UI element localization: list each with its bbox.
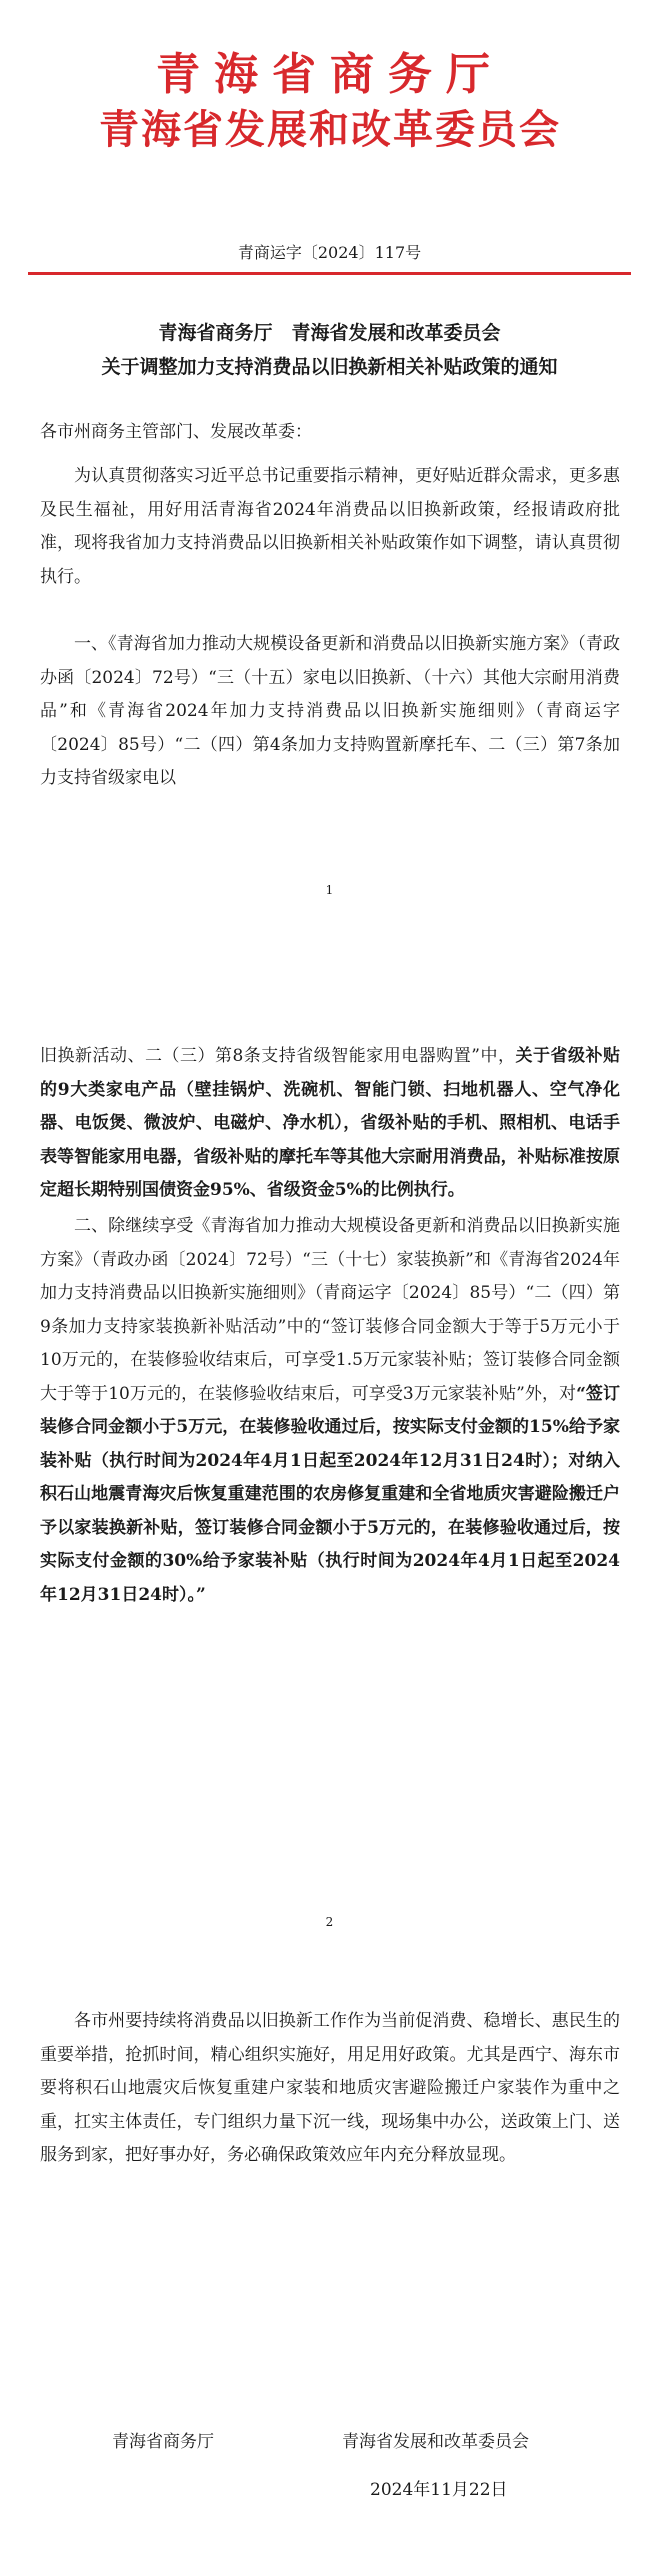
page-number: 2	[325, 1915, 334, 1929]
closing-paragraph: 各市州要持续将消费品以旧换新工作作为当前促消费、稳增长、惠民生的重要举措，抢抓时间，精心组织实施好，用足用好政策。尤其是西宁、海东市要将积石山地震灾后恢复重建户家装和地质灾害避险搬迁户家装作为重中之重，扛实主体责任，专门组织力量下沉一线，现场集中办公，送政策上门、送服务到家，把好事办好，务必确保政策效应年内充分释放显现。	[40, 2011, 620, 2165]
item-1-paragraph-start: 一、《青海省加力推动大规模设备更新和消费品以旧换新实施方案》（青政办函〔2024〕72号）“三（十五）家电以旧换新、（十六）其他大宗耐用消费品”和《青海省2024年加力支持消费品以旧换新实施细则》（青商运字〔2024〕85号）“二（四）第4条加力支持购置新摩托车、二（三）第7条加力支持省级家电以	[40, 634, 620, 788]
issuer-name-commerce: 青海省商务厅	[156, 49, 504, 100]
issue-date: 2024年11月22日	[370, 2480, 508, 2500]
issuer-name-development: 青海省发展和改革委员会	[99, 106, 561, 153]
document-title-subject: 关于调整加力支持消费品以旧换新相关补贴政策的通知	[101, 356, 558, 378]
intro-paragraph: 为认真贯彻落实习近平总书记重要指示精神，更好贴近群众需求，更多惠及民生福祉，用好用活青海省2024年消费品以旧换新政策，经报请政府批准，现将我省加力支持消费品以旧换新相关补贴政策作如下调整，请认真贯彻执行。	[40, 466, 620, 587]
item-2-home-renovation-subsidy-text: “签订装修合同金额小于5万元，在装修验收通过后，按实际支付金额的15%给予家装补贴（执行时间为2024年4月1日起至2024年12月31日24时）；对纳入积石山地震青海灾后恢复重建范围的农房修复重建和全省地质灾害避险搬迁户予以家装换新补贴，签订装修合同金额小于5万元的，在装修验收通过后，按实际支付金额的30%给予家装补贴（执行时间为2024年4月1日起至2024年12月31日24时）。”	[40, 1383, 620, 1605]
document-number: 青商运字〔2024〕117号	[237, 243, 422, 262]
signer-commerce: 青海省商务厅	[112, 2432, 214, 2452]
item-2-plain-text: 二、除继续享受《青海省加力推动大规模设备更新和消费品以旧换新实施方案》（青政办函〔2024〕72号）“三（十七）家装换新”和《青海省2024年加力支持消费品以旧换新实施细则》（青商运字〔2024〕85号）“二（四）第9条加力支持家装换新补贴活动”中的“签订装修合同金额大于等于5万元小于10万元的，在装修验收结束后，可享受1.5万元家装补贴；签订装修合同金额大于等于10万元的，在装修验收结束后，可享受3万元家装补贴”外，对	[40, 1216, 620, 1404]
header-red-rule	[28, 272, 631, 275]
item-2-paragraph	[40, 1210, 620, 1612]
signer-development: 青海省发展和改革委员会	[342, 2432, 529, 2452]
document-title-issuers: 青海省商务厅 青海省发展和改革委员会	[158, 322, 501, 344]
salutation: 各市州商务主管部门、发展改革委：	[40, 422, 312, 442]
item-1-subsidy-ratio-text: 关于省级补贴的9大类家电产品（壁挂锅炉、洗碗机、智能门锁、扫地机器人、空气净化器、电饭煲、微波炉、电磁炉、净水机），省级补贴的手机、照相机、电话手表等智能家用电器，省级补贴的摩托车等其他大宗耐用消费品，补贴标准按原定超长期特别国债资金95%、省级资金5%的比例执行。	[40, 1046, 620, 1200]
page-number: 1	[325, 883, 334, 897]
item-1-plain-text: 旧换新活动、二（三）第8条支持省级智能家用电器购置”中，	[40, 1046, 516, 1066]
item-1-paragraph-continued	[40, 1040, 620, 1208]
